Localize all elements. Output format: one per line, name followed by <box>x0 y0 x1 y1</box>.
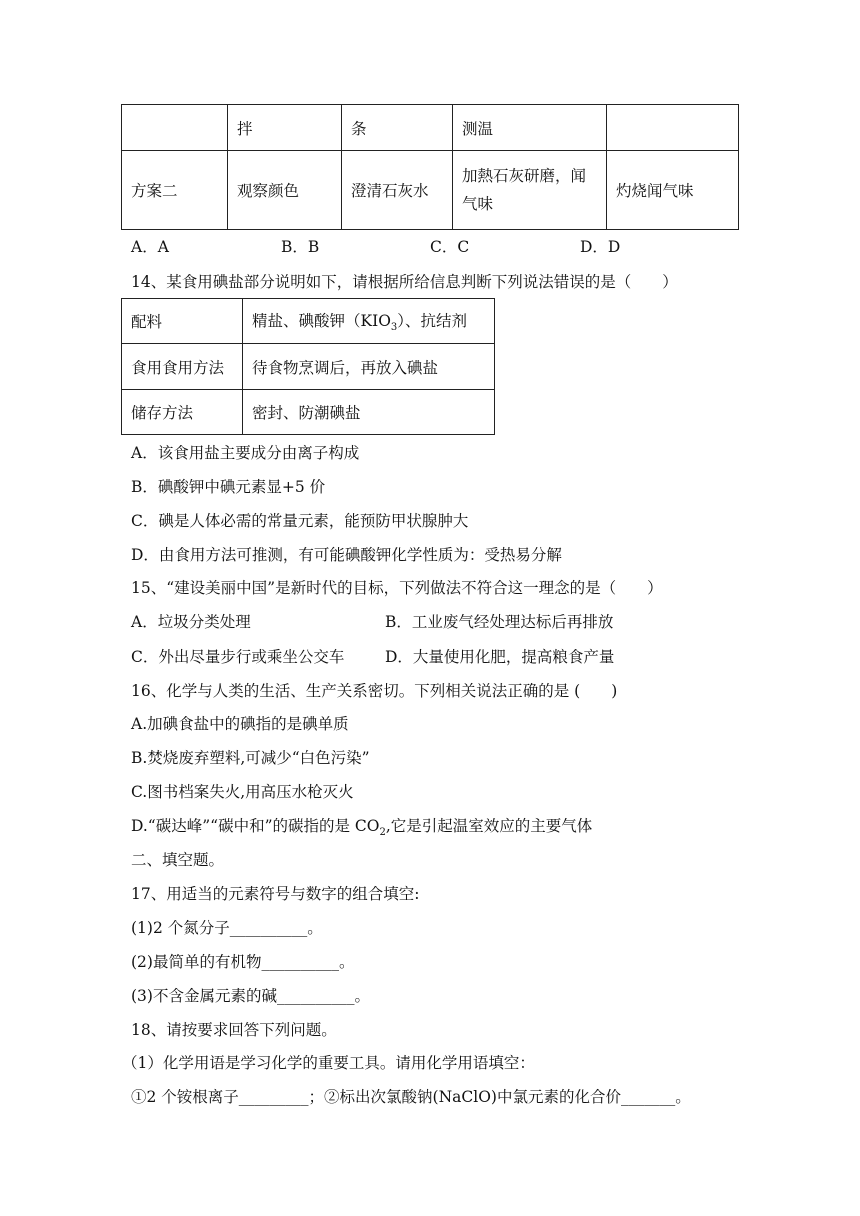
cell-text: ）、抗结剂 <box>397 311 468 330</box>
q15-option-c: C．外出尽量步行或乘坐公交车 <box>131 648 345 666</box>
q14-option-c: C．碘是人体必需的常量元素，能预防甲状腺肿大 <box>131 512 469 530</box>
table-cell: 配料 <box>122 299 243 344</box>
q16-option-b: B.焚烧废弃塑料,可减少“白色污染” <box>131 749 370 767</box>
q18-subquestion-1: （1）化学用语是学习化学的重要工具。请用化学用语填空： <box>122 1054 535 1072</box>
table-cell: 拌 <box>228 105 342 151</box>
table-cell: 观察颜色 <box>228 151 342 230</box>
q16-option-d <box>131 815 592 844</box>
table-cell: 测温 <box>453 105 607 151</box>
q14-table <box>121 298 495 435</box>
q13-option-c: C．C <box>430 238 470 256</box>
cell-text: 精盐、碘酸钾（KIO <box>252 311 391 330</box>
q14-table-row <box>122 390 495 435</box>
q18-stem: 18、请按要求回答下列问题。 <box>131 1021 337 1039</box>
q13-table-row-2 <box>122 151 739 230</box>
table-cell: 密封、防潮碘盐 <box>243 390 495 435</box>
q16-option-c: C.图书档案失火,用高压水枪灭火 <box>131 783 354 801</box>
section-heading: 二、填空题。 <box>131 851 225 869</box>
table-cell: 食用食用方法 <box>122 344 243 390</box>
table-cell: 灼烧闻气味 <box>607 151 739 230</box>
q15-option-d: D．大量使用化肥，提高粮食产量 <box>385 648 615 666</box>
subscript: 2 <box>379 827 386 839</box>
q17-item-3: (3)不含金属元素的碱__________。 <box>131 987 370 1005</box>
q15-stem: 15、“建设美丽中国”是新时代的目标，下列做法不符合这一理念的是（ ） <box>131 579 663 597</box>
q13-table-row-1 <box>122 105 739 151</box>
q14-option-b: B．碘酸钾中碘元素显+5 价 <box>131 478 326 496</box>
q13-option-b: B．B <box>281 238 320 256</box>
table-cell: 储存方法 <box>122 390 243 435</box>
q17-item-2: (2)最简单的有机物__________。 <box>131 953 355 971</box>
q14-option-d: D．由食用方法可推测，有可能碘酸钾化学性质为：受热易分解 <box>131 546 562 564</box>
q14-table-row <box>122 299 495 344</box>
table-cell: 方案二 <box>122 151 228 230</box>
table-cell <box>607 105 739 151</box>
q16-option-a: A.加碘食盐中的碘指的是碘单质 <box>131 715 349 733</box>
subscript: 3 <box>390 322 398 334</box>
text: D.“碳达峰”“碳中和”的碳指的是 CO <box>131 817 380 835</box>
table-cell <box>453 151 607 230</box>
q14-table-row <box>122 344 495 390</box>
table-cell: 待食物烹调后，再放入碘盐 <box>243 344 495 390</box>
q15-option-b: B．工业废气经处理达标后再排放 <box>385 613 614 631</box>
table-cell: 澄清石灰水 <box>342 151 453 230</box>
text: ,它是引起温室效应的主要气体 <box>385 817 593 835</box>
q15-option-a: A．垃圾分类处理 <box>131 613 251 631</box>
q17-stem: 17、用适当的元素符号与数字的组合填空: <box>131 885 420 903</box>
table-cell <box>243 299 495 344</box>
q16-stem: 16、化学与人类的生活、生产关系密切。下列相关说法正确的是 ( ) <box>131 682 618 700</box>
q13-option-d: D．D <box>580 238 621 256</box>
q17-item-1: (1)2 个氮分子__________。 <box>131 919 323 937</box>
q14-option-a: A．该食用盐主要成分由离子构成 <box>131 444 360 462</box>
cell-line: 气味 <box>462 195 494 213</box>
q13-table <box>121 104 739 230</box>
table-cell: 条 <box>342 105 453 151</box>
cell-line: 加熱石灰研磨，闻 <box>462 167 587 185</box>
table-cell <box>122 105 228 151</box>
q13-option-a: A．A <box>131 238 169 256</box>
q14-stem: 14、某食用碘盐部分说明如下，请根据所给信息判断下列说法错误的是（ ） <box>131 273 678 291</box>
q18-subquestion-1-line: ①2 个铵根离子_________；②标出次氯酸钠(NaClO)中氯元素的化合价_______。 <box>131 1088 691 1106</box>
